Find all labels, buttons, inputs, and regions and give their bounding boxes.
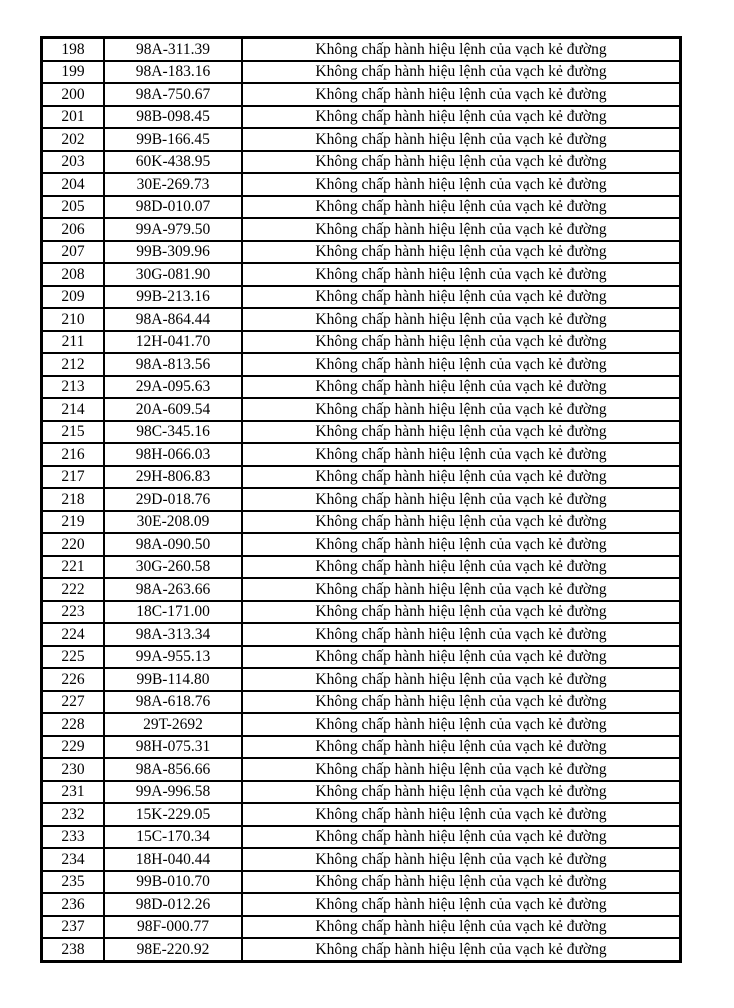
row-number-cell: 198 <box>42 38 105 61</box>
plate-number-cell: 30G-081.90 <box>104 263 242 286</box>
plate-number-cell: 98D-010.07 <box>104 196 242 219</box>
row-number-cell: 202 <box>42 128 105 151</box>
table-row <box>42 893 681 916</box>
plate-number-cell: 98A-813.56 <box>104 353 242 376</box>
plate-number-cell: 15C-170.34 <box>104 826 242 849</box>
violation-description-cell: Không chấp hành hiệu lệnh của vạch kẻ đường <box>242 173 681 196</box>
violation-description-cell: Không chấp hành hiệu lệnh của vạch kẻ đường <box>242 511 681 534</box>
table-row <box>42 781 681 804</box>
row-number-cell: 214 <box>42 398 105 421</box>
table-row <box>42 376 681 399</box>
row-number-cell: 226 <box>42 668 105 691</box>
plate-number-cell: 98A-618.76 <box>104 691 242 714</box>
table-row <box>42 83 681 106</box>
violation-description-cell: Không chấp hành hiệu lệnh của vạch kẻ đường <box>242 106 681 129</box>
plate-number-cell: 12H-041.70 <box>104 331 242 354</box>
row-number-cell: 215 <box>42 421 105 444</box>
plate-number-cell: 99B-309.96 <box>104 241 242 264</box>
plate-number-cell: 98C-345.16 <box>104 421 242 444</box>
violation-description-cell: Không chấp hành hiệu lệnh của vạch kẻ đường <box>242 128 681 151</box>
row-number-cell: 211 <box>42 331 105 354</box>
row-number-cell: 210 <box>42 308 105 331</box>
table-row <box>42 173 681 196</box>
violation-description-cell: Không chấp hành hiệu lệnh của vạch kẻ đường <box>242 781 681 804</box>
plate-number-cell: 99A-996.58 <box>104 781 242 804</box>
violation-description-cell: Không chấp hành hiệu lệnh của vạch kẻ đường <box>242 533 681 556</box>
table-row <box>42 488 681 511</box>
table-row <box>42 916 681 939</box>
table-row <box>42 106 681 129</box>
plate-number-cell: 60K-438.95 <box>104 151 242 174</box>
violation-description-cell: Không chấp hành hiệu lệnh của vạch kẻ đường <box>242 443 681 466</box>
row-number-cell: 229 <box>42 736 105 759</box>
table-row <box>42 578 681 601</box>
violations-table <box>40 36 682 963</box>
violation-description-cell: Không chấp hành hiệu lệnh của vạch kẻ đường <box>242 871 681 894</box>
plate-number-cell: 18H-040.44 <box>104 848 242 871</box>
violation-description-cell: Không chấp hành hiệu lệnh của vạch kẻ đường <box>242 623 681 646</box>
plate-number-cell: 98A-183.16 <box>104 61 242 84</box>
table-row <box>42 331 681 354</box>
violation-description-cell: Không chấp hành hiệu lệnh của vạch kẻ đường <box>242 848 681 871</box>
plate-number-cell: 99B-213.16 <box>104 286 242 309</box>
table-row <box>42 38 681 61</box>
violation-description-cell: Không chấp hành hiệu lệnh của vạch kẻ đường <box>242 353 681 376</box>
plate-number-cell: 29D-018.76 <box>104 488 242 511</box>
violation-description-cell: Không chấp hành hiệu lệnh của vạch kẻ đường <box>242 38 681 61</box>
row-number-cell: 225 <box>42 646 105 669</box>
row-number-cell: 228 <box>42 713 105 736</box>
plate-number-cell: 15K-229.05 <box>104 803 242 826</box>
violation-description-cell: Không chấp hành hiệu lệnh của vạch kẻ đường <box>242 668 681 691</box>
row-number-cell: 206 <box>42 218 105 241</box>
violation-description-cell: Không chấp hành hiệu lệnh của vạch kẻ đường <box>242 691 681 714</box>
violation-description-cell: Không chấp hành hiệu lệnh của vạch kẻ đường <box>242 398 681 421</box>
plate-number-cell: 98H-075.31 <box>104 736 242 759</box>
table-row <box>42 533 681 556</box>
row-number-cell: 237 <box>42 916 105 939</box>
row-number-cell: 235 <box>42 871 105 894</box>
row-number-cell: 218 <box>42 488 105 511</box>
violation-description-cell: Không chấp hành hiệu lệnh của vạch kẻ đường <box>242 578 681 601</box>
violation-description-cell: Không chấp hành hiệu lệnh của vạch kẻ đường <box>242 893 681 916</box>
plate-number-cell: 99B-114.80 <box>104 668 242 691</box>
table-row <box>42 691 681 714</box>
violation-description-cell: Không chấp hành hiệu lệnh của vạch kẻ đường <box>242 466 681 489</box>
table-row <box>42 668 681 691</box>
violation-description-cell: Không chấp hành hiệu lệnh của vạch kẻ đường <box>242 938 681 961</box>
row-number-cell: 220 <box>42 533 105 556</box>
row-number-cell: 233 <box>42 826 105 849</box>
violation-description-cell: Không chấp hành hiệu lệnh của vạch kẻ đường <box>242 713 681 736</box>
table-row <box>42 556 681 579</box>
table-row <box>42 466 681 489</box>
row-number-cell: 224 <box>42 623 105 646</box>
plate-number-cell: 30G-260.58 <box>104 556 242 579</box>
plate-number-cell: 98B-098.45 <box>104 106 242 129</box>
plate-number-cell: 29T-2692 <box>104 713 242 736</box>
table-row <box>42 443 681 466</box>
row-number-cell: 209 <box>42 286 105 309</box>
plate-number-cell: 29H-806.83 <box>104 466 242 489</box>
plate-number-cell: 98E-220.92 <box>104 938 242 961</box>
row-number-cell: 216 <box>42 443 105 466</box>
plate-number-cell: 98A-750.67 <box>104 83 242 106</box>
violation-description-cell: Không chấp hành hiệu lệnh của vạch kẻ đường <box>242 916 681 939</box>
plate-number-cell: 98A-263.66 <box>104 578 242 601</box>
violation-description-cell: Không chấp hành hiệu lệnh của vạch kẻ đường <box>242 61 681 84</box>
table-row <box>42 713 681 736</box>
table-row <box>42 623 681 646</box>
table-row <box>42 646 681 669</box>
row-number-cell: 217 <box>42 466 105 489</box>
table-row <box>42 758 681 781</box>
violation-description-cell: Không chấp hành hiệu lệnh của vạch kẻ đường <box>242 758 681 781</box>
row-number-cell: 212 <box>42 353 105 376</box>
row-number-cell: 223 <box>42 601 105 624</box>
table-row <box>42 871 681 894</box>
row-number-cell: 221 <box>42 556 105 579</box>
violation-description-cell: Không chấp hành hiệu lệnh của vạch kẻ đường <box>242 241 681 264</box>
violation-description-cell: Không chấp hành hiệu lệnh của vạch kẻ đường <box>242 308 681 331</box>
plate-number-cell: 98A-864.44 <box>104 308 242 331</box>
row-number-cell: 222 <box>42 578 105 601</box>
table-row <box>42 308 681 331</box>
violation-description-cell: Không chấp hành hiệu lệnh của vạch kẻ đường <box>242 218 681 241</box>
table-row <box>42 263 681 286</box>
plate-number-cell: 30E-208.09 <box>104 511 242 534</box>
table-row <box>42 286 681 309</box>
table-row <box>42 826 681 849</box>
plate-number-cell: 98A-313.34 <box>104 623 242 646</box>
violation-description-cell: Không chấp hành hiệu lệnh của vạch kẻ đường <box>242 826 681 849</box>
violation-description-cell: Không chấp hành hiệu lệnh của vạch kẻ đường <box>242 803 681 826</box>
row-number-cell: 219 <box>42 511 105 534</box>
violation-description-cell: Không chấp hành hiệu lệnh của vạch kẻ đường <box>242 196 681 219</box>
table-row <box>42 218 681 241</box>
row-number-cell: 234 <box>42 848 105 871</box>
plate-number-cell: 99B-010.70 <box>104 871 242 894</box>
table-row <box>42 736 681 759</box>
table-row <box>42 938 681 961</box>
row-number-cell: 201 <box>42 106 105 129</box>
plate-number-cell: 98A-856.66 <box>104 758 242 781</box>
table-row <box>42 196 681 219</box>
plate-number-cell: 98F-000.77 <box>104 916 242 939</box>
plate-number-cell: 98A-090.50 <box>104 533 242 556</box>
table-row <box>42 353 681 376</box>
table-row <box>42 398 681 421</box>
row-number-cell: 238 <box>42 938 105 961</box>
table-row <box>42 848 681 871</box>
table-row <box>42 511 681 534</box>
row-number-cell: 203 <box>42 151 105 174</box>
plate-number-cell: 98A-311.39 <box>104 38 242 61</box>
row-number-cell: 200 <box>42 83 105 106</box>
table-row <box>42 241 681 264</box>
row-number-cell: 213 <box>42 376 105 399</box>
row-number-cell: 204 <box>42 173 105 196</box>
plate-number-cell: 98D-012.26 <box>104 893 242 916</box>
violations-table-body <box>42 38 681 962</box>
row-number-cell: 232 <box>42 803 105 826</box>
violation-description-cell: Không chấp hành hiệu lệnh của vạch kẻ đường <box>242 286 681 309</box>
plate-number-cell: 98H-066.03 <box>104 443 242 466</box>
plate-number-cell: 18C-171.00 <box>104 601 242 624</box>
row-number-cell: 231 <box>42 781 105 804</box>
row-number-cell: 230 <box>42 758 105 781</box>
violation-description-cell: Không chấp hành hiệu lệnh của vạch kẻ đường <box>242 263 681 286</box>
violation-description-cell: Không chấp hành hiệu lệnh của vạch kẻ đường <box>242 376 681 399</box>
plate-number-cell: 99A-979.50 <box>104 218 242 241</box>
violation-description-cell: Không chấp hành hiệu lệnh của vạch kẻ đường <box>242 488 681 511</box>
row-number-cell: 205 <box>42 196 105 219</box>
plate-number-cell: 99A-955.13 <box>104 646 242 669</box>
table-row <box>42 803 681 826</box>
table-row <box>42 421 681 444</box>
violation-description-cell: Không chấp hành hiệu lệnh của vạch kẻ đường <box>242 556 681 579</box>
table-row <box>42 61 681 84</box>
table-row <box>42 128 681 151</box>
violation-description-cell: Không chấp hành hiệu lệnh của vạch kẻ đường <box>242 421 681 444</box>
violation-description-cell: Không chấp hành hiệu lệnh của vạch kẻ đường <box>242 151 681 174</box>
table-row <box>42 151 681 174</box>
violation-description-cell: Không chấp hành hiệu lệnh của vạch kẻ đường <box>242 736 681 759</box>
violation-description-cell: Không chấp hành hiệu lệnh của vạch kẻ đường <box>242 601 681 624</box>
plate-number-cell: 99B-166.45 <box>104 128 242 151</box>
plate-number-cell: 20A-609.54 <box>104 398 242 421</box>
row-number-cell: 199 <box>42 61 105 84</box>
violation-description-cell: Không chấp hành hiệu lệnh của vạch kẻ đường <box>242 331 681 354</box>
table-row <box>42 601 681 624</box>
violation-description-cell: Không chấp hành hiệu lệnh của vạch kẻ đường <box>242 83 681 106</box>
violation-description-cell: Không chấp hành hiệu lệnh của vạch kẻ đường <box>242 646 681 669</box>
row-number-cell: 227 <box>42 691 105 714</box>
row-number-cell: 207 <box>42 241 105 264</box>
row-number-cell: 236 <box>42 893 105 916</box>
row-number-cell: 208 <box>42 263 105 286</box>
plate-number-cell: 30E-269.73 <box>104 173 242 196</box>
plate-number-cell: 29A-095.63 <box>104 376 242 399</box>
